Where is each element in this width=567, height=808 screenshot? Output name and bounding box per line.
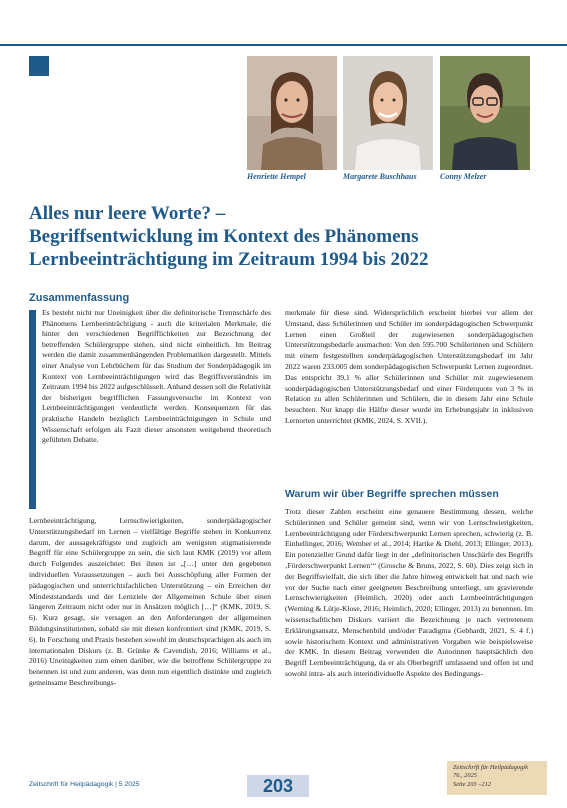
author-name-hempel: Henriette Hempel [247, 172, 306, 181]
abstract-text: Es besteht nicht nur Uneinigkeit über die definitorische Trennschärfe des Phänomens Lernbeeinträchtigung - auch die kriterialen Merkmale, die hinter den verschiedenen Begrifflichkeiten zur Bezeichnung der betreffenden Schülergruppe stehen, sind nicht einheitlich. Im Beitrag werden die damit zusammenhängenden Problematiken dargestellt. Mittels einer Analyse von Lehrbüchern für das Studium der Sonderpädagogik im Kontext von Lernbeeinträchtigungen wird das Begriffsverständnis im Zeitraum 1994 bis 2022 aufgeschlüsselt. Anhand dessen soll die Relativität der bisherigen begrifflichen Fassungsversuche im Kontext von Lernbeeinträchtigungen verdeutlicht werden. Konsequenzen für das praktische Handeln bezüglich Lernbeeinträchtigungen in Schule und Wissenschaft erfolgen als Fazit dieser ansonsten weitgehend theoretisch geführten Debatte. [42, 308, 271, 445]
journal-line: Zeitschrift für Heilpädagogik [453, 764, 528, 771]
body-text-right-column-section: Trotz dieser Zahlen erscheint eine genauere Bestimmung dessen, welche Schülerinnen und Schüler gemeint sind, wenn wir von Lernschwierigkeiten, Lernbeeinträchtigung oder Förderschwerpunkt Lernen sprechen, schwierig (z. B. Einhellinger, 2016; Wember et al., 2014; Hartke & Diehl, 2013; Ellinger, 2013). Ein potenzieller Grund dafür liegt in der „definitorischen Unschärfe des Begriffs ‚Förderschwerpunkt Lernen‘“ (Grosche & Bruns, 2022, S. 60). Dies zeigt sich in der Begriffsvielfalt, die sich über die Jahre hinweg entwickelt hat und nach wie vor der Suche nach einer geeigneten Beschreibung unterliegt, um gravierende Lernschwierigkeiten (Heimlich, 2020) oder auch Lernbeeinträchtigungen (Werning & Lütje-Klose, 2016; Heimlich, 2020; Ellinger, 2013) zu benennen. Im wissenschaftlichen Diskurs variiert die Bezeichnung je nach vertretenem Erklärungsansatz, Menschenbild und/oder Paradigma (Gebhardt, 2021, S. 4 f.) sowie historischem Kontext und administrativen Vorgaben wie beispielsweise der KMK. In diesem Beitrag verwenden die Autorinnen hauptsächlich den Begriff Lernbeeinträchtigung, da er als Oberbegriff umfassend und offen ist und sowohl intra- als auch interindividuelle Aspekte des Bedingungs- [285, 507, 533, 678]
abstract-heading: Zusammenfassung [29, 292, 130, 304]
journal-line: 76., 2025 [453, 772, 477, 780]
section-marker-square [29, 56, 49, 76]
author-name-melzer: Conny Melzer [440, 172, 487, 181]
journal-citation-box [447, 761, 547, 795]
footer-journal-issue: Zeitschrift für Heilpädagogik | 5 2025 [29, 781, 140, 788]
author-photo-buschhaus [343, 56, 433, 170]
section-heading: Warum wir über Begriffe sprechen müssen [285, 488, 499, 500]
page-number: 203 [247, 775, 309, 797]
title-line: Alles nur leere Worte? – [29, 203, 226, 224]
body-text-left-column: Lernbeeinträchtigung, Lernschwierigkeiten, sonderpädagogischer Unterstützungsbedarf im Lernen – vielfältige Begriffe stehen in Konkurrenz darum, der aussagekräftigste und zugleich am wenigsten stigmatisierende Begriff für eine Schülergruppe zu sein, die sich laut KMK (2019) vor allem durch Folgendes auszeichnet: Bei ihnen ist „[…] unter den gegebenen individuellen Voraussetzungen – auch bei Ausschöpfung aller Formen der pädagogischen und unterrichtsfachlichen Unterstützung – ein Erreichen der Mindeststandards und der Lernziele der Allgemeinen Schule über einen längeren Zeitraum nicht oder nur in Ansätzen möglich […]“ (KMK, 2019, S. 6). Kurz gesagt, sie versagen an den Anforderungen der allgemeinen Bildungsinstitutionen, sobald sie mit diesen konfrontiert sind (KMK, 2019, S. 6). In Forschung und Praxis bestehen sowohl im deutschsprachigen als auch im internationalen Diskurs (z. B. Grünke & Cavendish, 2016; Williams et al., 2016) Uneinigkeiten zum einen darüber, wie die betroffene Schülergruppe zu benennen ist und zum anderen, was denn nun eigentlich distinkte und zugleich gemeinsame Beschreibungs- [29, 516, 271, 687]
title-line: Begriffsentwicklung im Kontext des Phänomens [29, 226, 419, 247]
body-text-right-column-top: merkmale für diese sind. Widersprüchlich erscheint hierbei vor allem der Umstand, dass Schülerinnen und Schüler im sonderpädagogischen Schwerpunkt Lernen einen Großteil der zugewiesenen sonderpädagogischen Unterstützungsbedarfe ausmachen: Von den 595.700 Schülerinnen und Schülern mit einem festgestellten sonderpädagogischen Unterstützungsbedarf im Jahr 2022 waren 233.005 dem sonderpädagogischen Schwerpunkt Lernen zugeordnet. Das entspricht 39,1 % aller Schülerinnen und Schüler mit zugewiesenem sonderpädagogischen Unterstützungsbedarf und einer Förderquote von 3 % in Relation zu allen Schülerinnen und Schülern, die in diesem Jahr eine Schule besuchten. Nur knapp die Hälfte dieser wurde im Erhebungsjahr in inklusiven Lernorten unterrichtet (KMK, 2024, S. XVIf.). [285, 308, 533, 425]
top-rule [0, 44, 567, 46]
author-name-buschhaus: Margarete Buschhaus [343, 172, 417, 181]
journal-line: Seite 203 –212 [453, 780, 491, 788]
author-photo-melzer [440, 56, 530, 170]
author-photo-hempel [247, 56, 337, 170]
article-title [29, 202, 549, 271]
abstract-accent-bar [29, 310, 36, 509]
title-line: Lernbeeinträchtigung im Zeitraum 1994 bis 2022 [29, 249, 429, 270]
